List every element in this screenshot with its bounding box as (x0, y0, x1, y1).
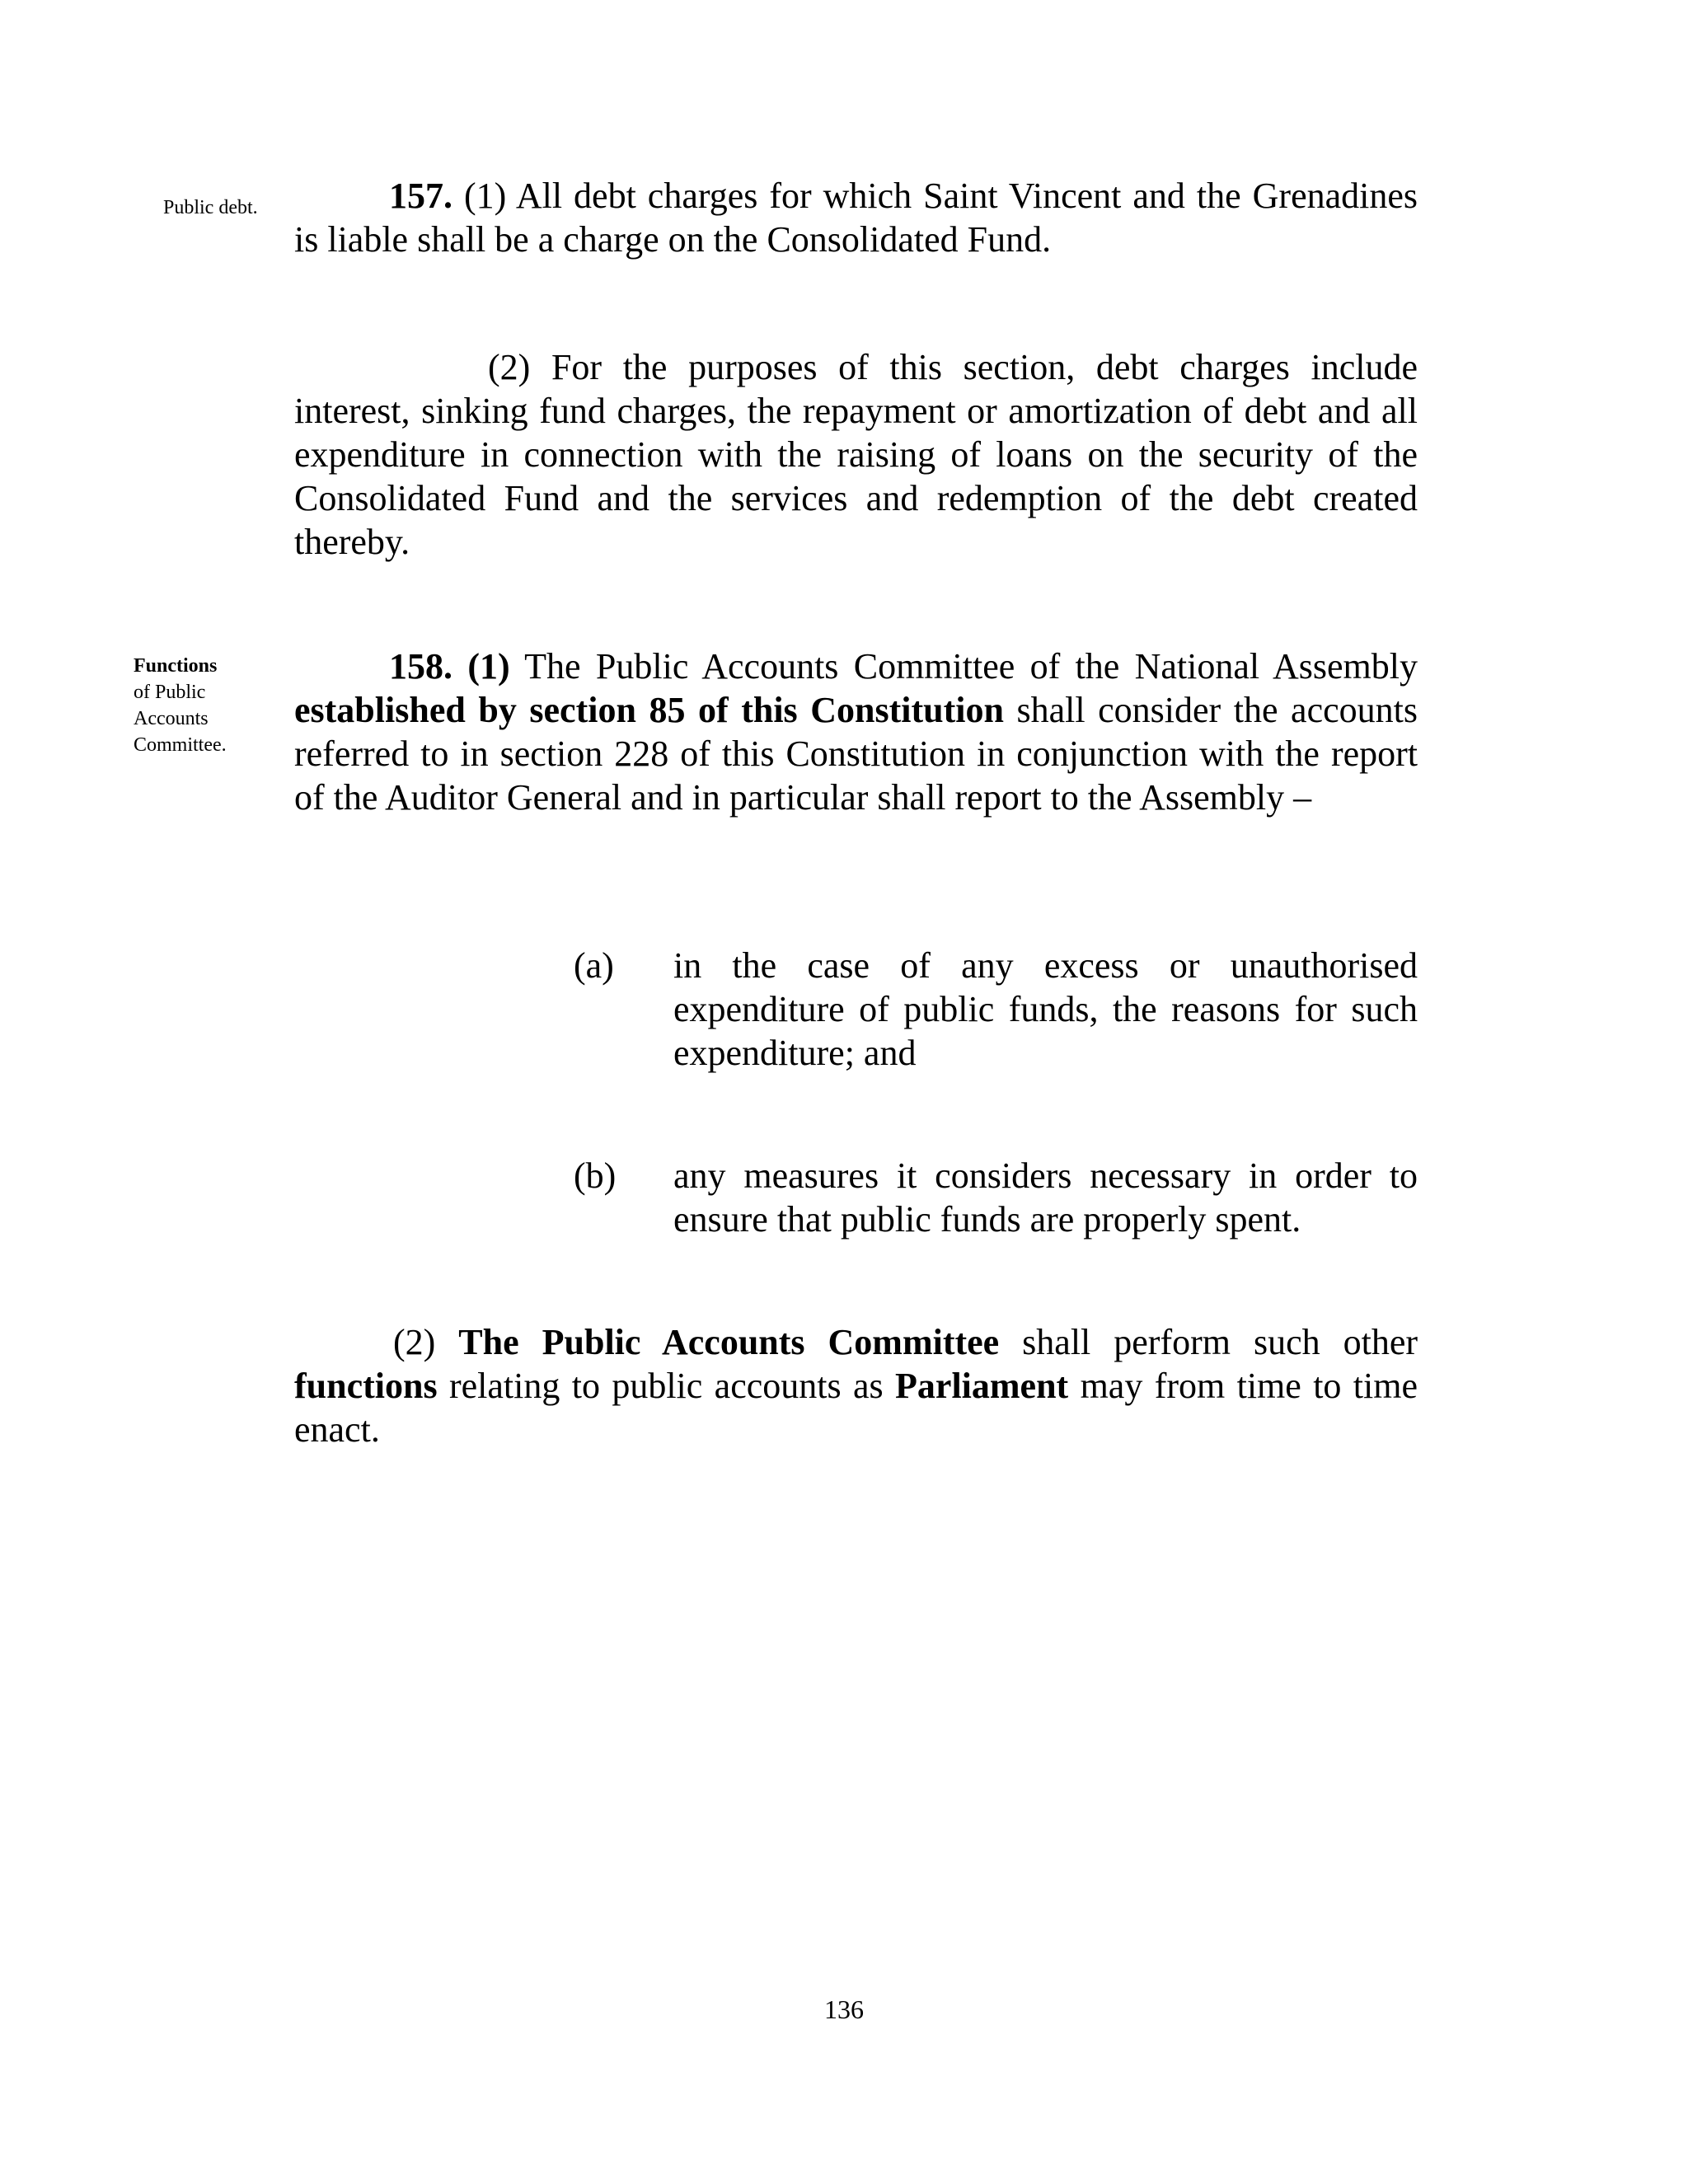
section-157-subsection-1 (294, 174, 1418, 261)
margin-note-functions-line3: Accounts (134, 708, 209, 729)
section-158-subsection-2-bold-1: The Public Accounts Committee (458, 1322, 1000, 1362)
section-158-subsection-2-bold-2: functions (294, 1366, 438, 1406)
section-158-subsection-2 (294, 1320, 1418, 1451)
section-157-number: 157. (389, 176, 452, 216)
list-item-label: (b) (574, 1155, 617, 1196)
list-item (574, 1154, 1418, 1244)
section-158-subsection-1-marker: (1) (467, 646, 510, 687)
margin-note-public-debt (163, 194, 258, 221)
list-item-text: in the case of any excess or unauthorised expenditure of public funds, the reasons for such expenditure; and (673, 945, 1418, 1073)
section-158-subsection-2-text-1: shall perform such other (1022, 1322, 1418, 1362)
margin-note-functions-title: Functions (134, 655, 218, 677)
page-number: 136 (824, 1994, 864, 2024)
section-158-subsection-2-marker: (2) (393, 1322, 436, 1362)
section-158-subsection-1-text-a: The Public Accounts Committee of the National Assembly (524, 646, 1418, 687)
section-157-subsection-1-text: (1) All debt charges for which Saint Vincent and the Grenadines is liable shall be a charge on the Consolidated Fund. (294, 176, 1418, 260)
list-item (574, 944, 1418, 1076)
section-158-subsection-2-text-2: relating to public accounts as (448, 1366, 884, 1406)
margin-note-functions-line2: of Public (134, 682, 206, 703)
section-157-subsection-2-text: (2) For the purposes of this section, debt charges include interest, sinking fund charges, the repayment or amortization of debt and all expenditure in connection with the raising of loans on the security of the Consolidated Fund and the services and redemption of the debt created thereby. (294, 347, 1418, 562)
margin-note-functions-pac (134, 653, 227, 758)
margin-note-functions-line4: Committee. (134, 734, 227, 756)
section-158-subsection-2-bold-3: Parliament (895, 1366, 1069, 1406)
section-157-subsection-2 (294, 345, 1418, 564)
section-158-subsection-2-text-3: may from time to time enact. (294, 1366, 1418, 1450)
section-158-subsection-1-text-b: shall consider the accounts referred to in section 228 of this Constitution in conjunction with the report of the Auditor General and in particular shall report to the Assembly – (294, 690, 1418, 818)
section-158-number: 158. (389, 646, 452, 687)
list-item-text: any measures it considers necessary in order to ensure that public funds are properly spent. (673, 1155, 1418, 1240)
list-item-label: (a) (574, 945, 614, 986)
section-158-subsection-1 (294, 644, 1418, 819)
section-158-subsection-1-bold: established by section 85 of this Constitution (294, 690, 1004, 730)
margin-note-public-debt-text: Public debt. (163, 197, 258, 218)
